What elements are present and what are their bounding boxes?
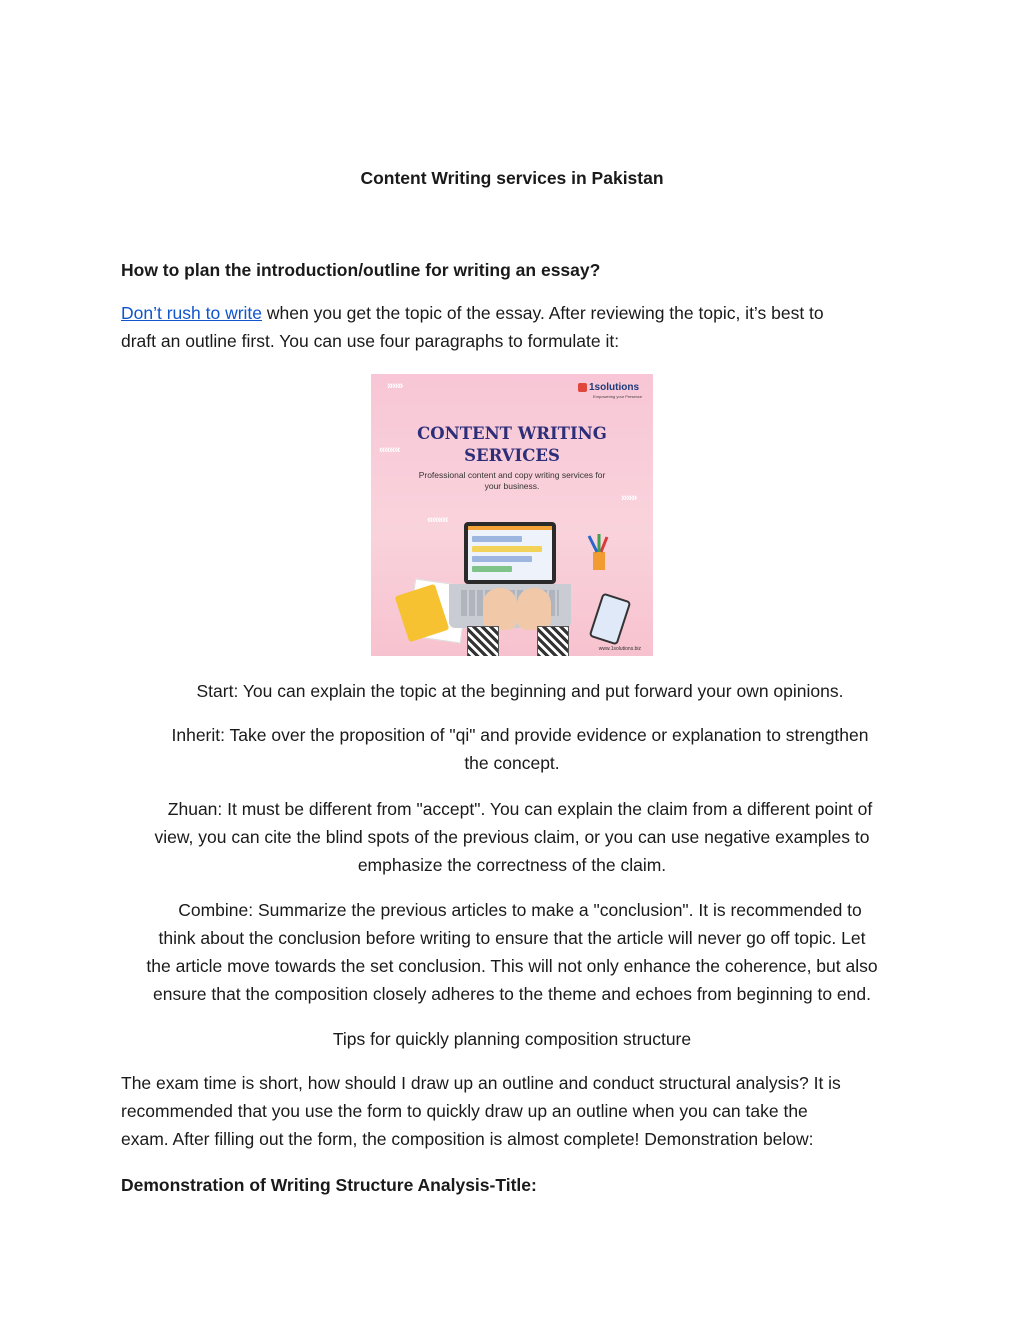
paragraph-exam-line-1: The exam time is short, how should I draw up an outline and conduct structural analysis? It is: [121, 1073, 841, 1093]
image-heading: [371, 423, 653, 467]
left-sleeve-icon: [467, 626, 499, 656]
image-url: www.1solutions.biz: [598, 646, 641, 652]
dont-rush-link[interactable]: Don’t rush to write: [121, 303, 263, 323]
paragraph-zhuan-line-2: view, you can cite the blind spots of the previous claim, or you can use negative examples to: [154, 827, 870, 847]
chevrons-top-left: »»»: [387, 380, 403, 392]
image-heading-line-1: CONTENT WRITING: [417, 424, 607, 443]
paragraph-combine-line-2: think about the conclusion before writing to ensure that the article will never go off topic. Let: [158, 928, 866, 948]
intro-line-1: [121, 299, 824, 327]
document-title: Content Writing services in Pakistan: [360, 168, 664, 188]
chevrons-left: ««««: [379, 444, 400, 456]
paragraph-combine-line-4: ensure that the composition closely adheres to the theme and echoes from beginning to end.: [153, 984, 871, 1004]
right-hand-icon: [517, 588, 551, 630]
intro-line-2: draft an outline first. You can use four paragraphs to formulate it:: [121, 331, 620, 351]
paragraph-inherit-line-1: Inherit: Take over the proposition of "qi" and provide evidence or explanation to strengthen: [171, 725, 869, 745]
paragraph-inherit-line-2: the concept.: [464, 753, 560, 773]
chevrons-mid-right: »»»: [621, 492, 637, 504]
intro-line-1-text: when you get the topic of the essay. After reviewing the topic, it’s best to: [262, 303, 824, 323]
paragraph-zhuan-line-1: Zhuan: It must be different from "accept". You can explain the claim from a different point of: [167, 799, 873, 819]
paragraph-combine-line-3: the article move towards the set conclusion. This will not only enhance the coherence, but also: [146, 956, 878, 976]
smartphone-icon: [589, 592, 632, 645]
right-sleeve-icon: [537, 626, 569, 656]
paragraph-exam-line-3: exam. After filling out the form, the composition is almost complete! Demonstration below:: [121, 1129, 814, 1149]
brand-logo-text: 1solutions: [589, 382, 640, 393]
paragraph-start: Start: You can explain the topic at the beginning and put forward your own opinions.: [196, 681, 844, 701]
paragraph-combine-line-1: Combine: Summarize the previous articles to make a "conclusion". It is recommended to: [178, 900, 862, 920]
left-hand-icon: [483, 588, 517, 630]
paragraph-exam-line-2: recommended that you use the form to quickly draw up an outline when you can take the: [121, 1101, 808, 1121]
laptop-screen-icon: [464, 522, 556, 584]
content-writing-services-image: [371, 374, 653, 656]
chevrons-mid-left: ««««: [427, 514, 448, 526]
pencil-cup-icon: [579, 534, 619, 574]
brand-logo: [578, 382, 639, 393]
image-heading-line-2: SERVICES: [464, 446, 560, 465]
paragraph-zhuan-line-3: emphasize the correctness of the claim.: [357, 855, 667, 875]
image-subtext: Professional content and copy writing services for your business.: [418, 470, 606, 491]
demonstration-heading: Demonstration of Writing Structure Analysis-Title:: [121, 1175, 537, 1195]
tips-line: Tips for quickly planning composition structure: [332, 1029, 692, 1049]
logo-mark-icon: [578, 383, 587, 392]
section-heading: How to plan the introduction/outline for writing an essay?: [121, 260, 601, 280]
brand-tagline: Empowering your Presence: [593, 394, 643, 399]
